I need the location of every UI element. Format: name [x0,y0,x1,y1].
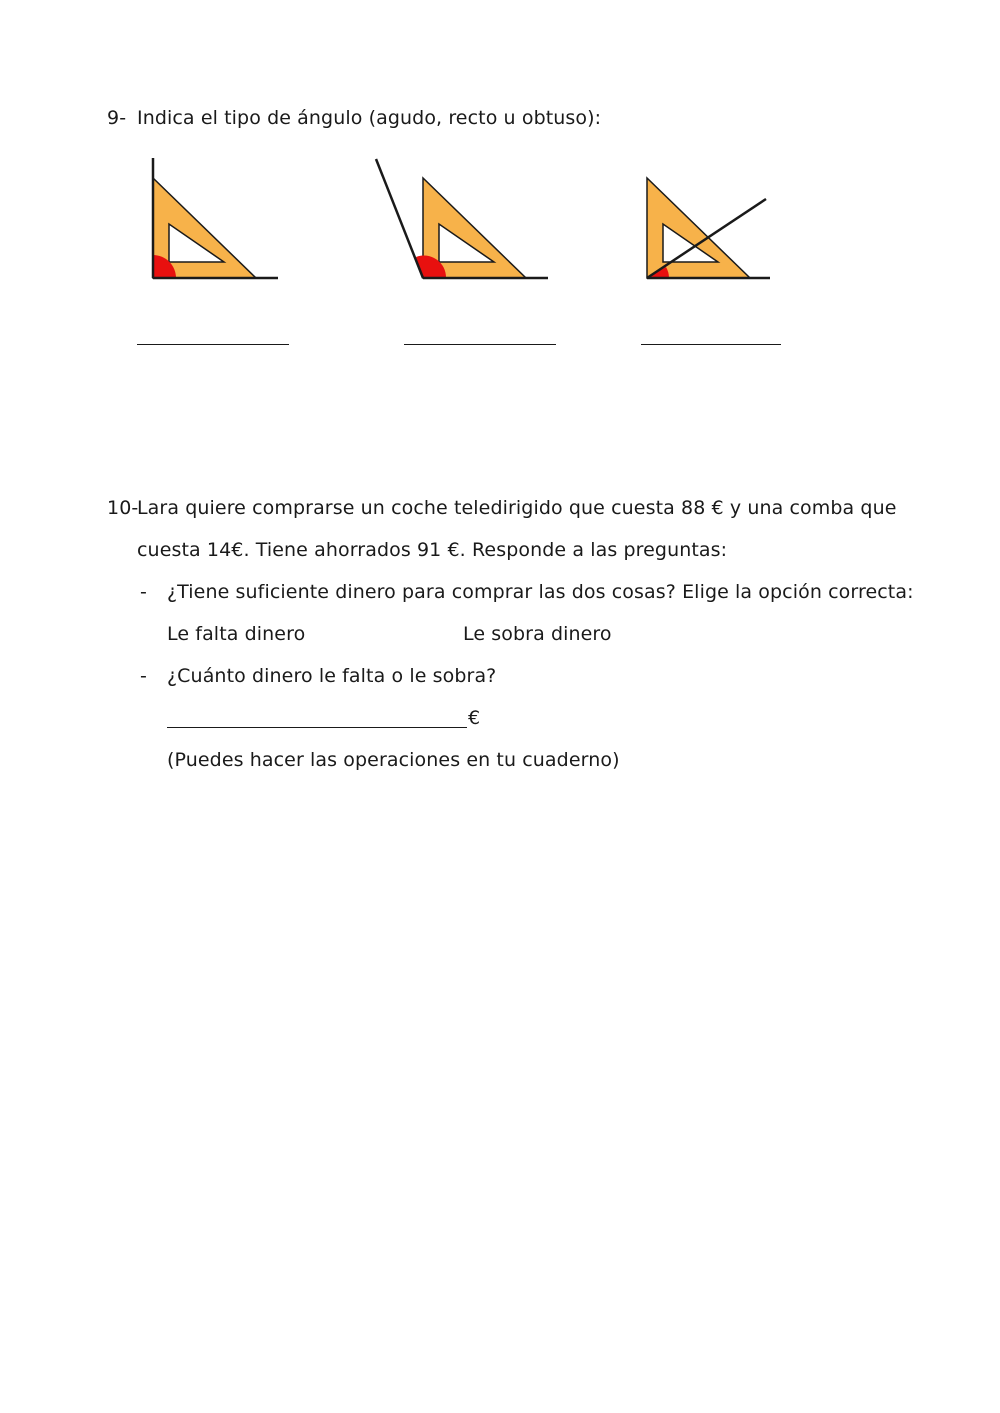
angle-figure-1 [140,150,290,290]
question-9-prompt: Indica el tipo de ángulo (agudo, recto u obtuso): [137,107,602,129]
calculation-note: (Puedes hacer las operaciones en tu cuaderno) [167,749,620,771]
question-10-subquestion-2: ¿Cuánto dinero le falta o le sobra? [167,665,497,687]
angle-ray-side-2 [376,159,423,278]
set-square-3 [647,178,750,278]
angle-mark-1 [153,255,176,278]
question-10-number: 10- [107,497,139,519]
bullet-dash-2: - [140,665,147,687]
bullet-dash-1: - [140,581,147,603]
question-10-subquestion-1: ¿Tiene suficiente dinero para comprar las dos cosas? Elige la opción correcta: [167,581,914,603]
euro-unit: € [468,707,481,729]
money-answer-blank[interactable] [167,727,467,728]
question-9-number: 9- [107,107,127,129]
option-le-falta-dinero[interactable]: Le falta dinero [167,623,306,645]
angle-figure-3 [630,150,780,290]
answer-blank-1[interactable] [137,344,289,345]
option-le-sobra-dinero[interactable]: Le sobra dinero [463,623,612,645]
question-10-line-1: Lara quiere comprarse un coche teledirigido que cuesta 88 € y una comba que [137,497,897,519]
angle-figure-2 [360,150,560,290]
answer-blank-3[interactable] [641,344,781,345]
question-10-line-2: cuesta 14€. Tiene ahorrados 91 €. Responde a las preguntas: [137,539,728,561]
answer-blank-2[interactable] [404,344,556,345]
